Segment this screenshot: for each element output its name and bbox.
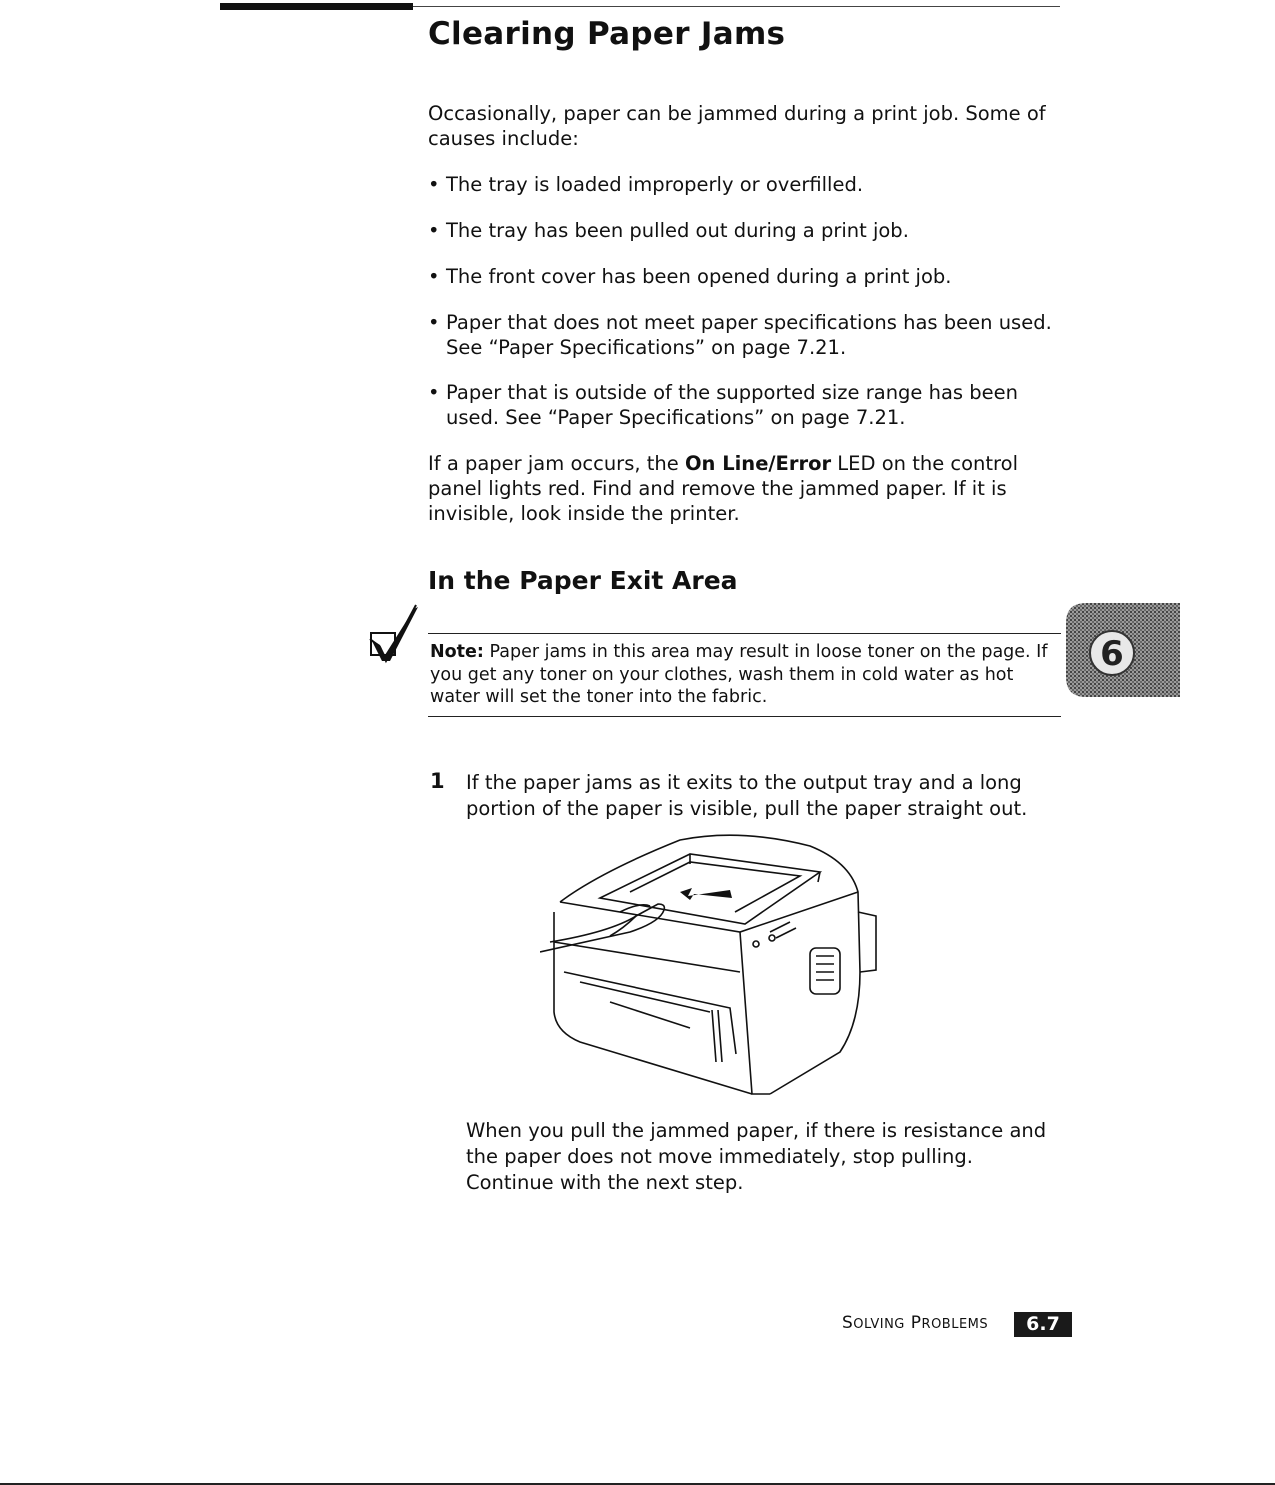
bullet-icon: • (428, 265, 440, 288)
bullet-text: The tray has been pulled out during a print job. (446, 219, 909, 242)
bullet-text: Paper that is outside of the supported size range has been used. See “Paper Specifications” on page 7.21. (446, 381, 1019, 429)
bullet-icon: • (428, 219, 440, 242)
bullet-text: The front cover has been opened during a print job. (446, 265, 952, 288)
bullet-icon: • (428, 381, 440, 404)
header-rule-thick (220, 3, 413, 10)
chapter-tab-icon (1066, 603, 1180, 697)
note-top-rule (428, 633, 1061, 634)
step-text: If the paper jams as it exits to the output tray and a long portion of the paper is visible, pull the paper straight out. (466, 771, 1028, 820)
note-box (430, 641, 1060, 709)
led-name: On Line/Error (684, 452, 832, 475)
footer-section-label: SOLVING PROBLEMS (842, 1313, 989, 1333)
note-bottom-rule (428, 716, 1061, 717)
list-item (428, 172, 1068, 197)
led-text-before: If a paper jam occurs, the (428, 452, 685, 475)
note-body: Paper jams in this area may result in loose toner on the page. If you get any toner on your clothes, wash them in cold water as hot water will set the toner into the fabric. (430, 642, 1048, 707)
page-number-badge: 6.7 (1014, 1312, 1072, 1337)
bullet-text: The tray is loaded improperly or overfilled. (446, 173, 864, 196)
intro-paragraph: Occasionally, paper can be jammed during a print job. Some of causes include: (428, 102, 1046, 150)
checkmark-note-icon (368, 603, 420, 667)
step-number: 1 (430, 769, 445, 793)
list-item (428, 264, 1068, 289)
list-item (428, 310, 1068, 360)
note-label: Note: (430, 642, 484, 662)
list-item (428, 218, 1068, 243)
printer-paper-jam-illustration (540, 832, 880, 1098)
led-paragraph (428, 451, 1068, 526)
header-rule-thin (413, 6, 1060, 7)
list-item (428, 380, 1068, 430)
bullet-icon: • (428, 311, 440, 334)
page-title: Clearing Paper Jams (428, 16, 786, 52)
after-step-paragraph: When you pull the jammed paper, if there is resistance and the paper does not move immediately, stop pulling. Continue with the next step. (466, 1119, 1047, 1194)
led-text-after: LED on the control panel lights red. Find and remove the jammed paper. If it is invisible, look inside the printer. (428, 452, 1018, 525)
bullet-icon: • (428, 173, 440, 196)
section-title: In the Paper Exit Area (428, 566, 738, 595)
chapter-number: 6 (1100, 634, 1124, 674)
bullet-text: Paper that does not meet paper specifications has been used. See “Paper Specifications” on page 7.21. (446, 311, 1052, 359)
